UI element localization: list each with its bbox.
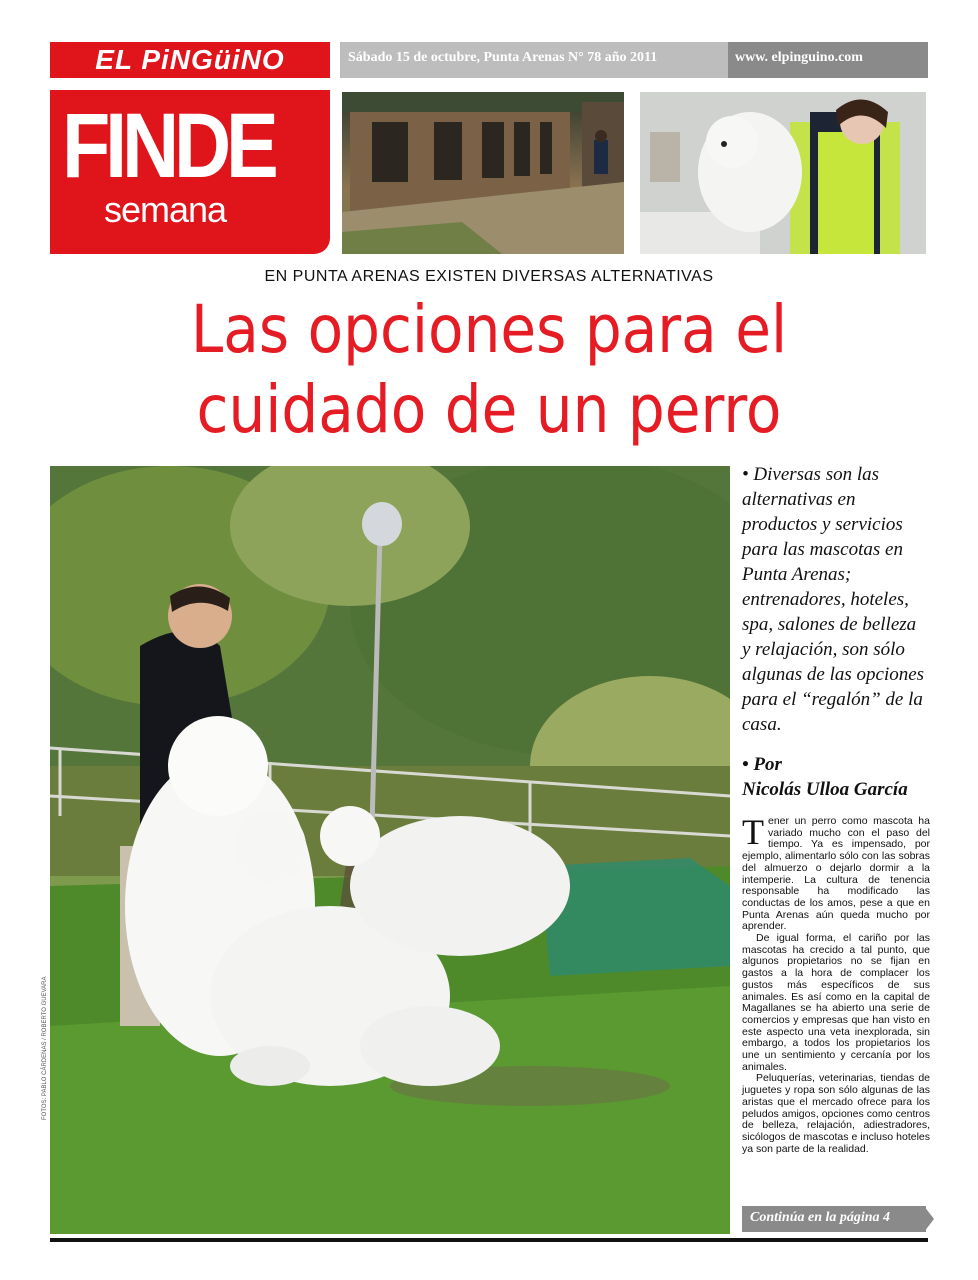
byline-author: Nicolás Ulloa García (742, 779, 908, 800)
section-logo-finde: FINDE (62, 95, 274, 197)
body-paragraph: Peluquerías, veterinarias, tiendas de juguetes y ropa son sólo algunas de las aristas que el mercado ofrece para los peludos amigos, opciones como centros de belleza, relajación, adiestradores, sicólogos de mascotas e incluso hoteles ya son parte de la realidad. (742, 1072, 930, 1155)
website-link[interactable]: www. elpinguino.com (735, 50, 863, 65)
body-paragraph: De igual forma, el cariño por las mascotas ha crecido a tal punto, que algunos propietarios no se fijan en gastos a la hora de complacer los gustos más específicos de sus animales. Es así como en la capital de Magallanes se ha abierto una serie de comercios y empresas que han visto en este aspecto una veta inexplorada, sin embargo, a todos los propietarios los une un sentimiento y cercanía por los animales. (742, 932, 930, 1073)
brand-logo[interactable]: EL PiNGüiNO (50, 42, 330, 78)
article-deck: • Diversas son las alternativas en productos y servicios para las mascotas en Punta Arenas; entrenadores, hoteles, spa, salones de belleza y relajación, son sólo algunas de las opciones para el “regalón” de la casa. (742, 464, 925, 735)
article-headline: Las opciones para el cuidado de un perro (190, 291, 788, 448)
grooming-photo (640, 92, 926, 254)
byline-prefix: • Por (742, 754, 782, 775)
main-photo-dogs (50, 466, 730, 1234)
drop-cap: T (742, 812, 764, 852)
kennels-photo (342, 92, 624, 254)
body-paragraph: Tener un perro como mascota ha variado mucho con el paso del tiempo. Ya es impensado, por ejemplo, alimentarlo sólo con las sobras del almuerzo o dejarlo dormir a la intemperie. La cultura de tenencia responsable ha modificado las conductas de los amos, pese a que en Punta Arenas aún queda mucho por aprender. (742, 812, 930, 933)
issue-date: Sábado 15 de octubre, Punta Arenas N° 78 año 2011 (348, 50, 658, 65)
photo-credit: FOTOS: PABLO CÁRDENAS / ROBERTO GUEVARA (42, 976, 48, 1120)
article-kicker: EN PUNTA ARENAS EXISTEN DIVERSAS ALTERNATIVAS (264, 268, 714, 285)
article-byline (742, 752, 932, 802)
section-logo-semana: semana (104, 189, 227, 230)
continue-link[interactable]: Continúa en la página 4 (750, 1210, 891, 1225)
article-body (742, 812, 930, 1155)
bottom-rule (50, 1238, 928, 1242)
continue-arrow-icon (924, 1206, 934, 1232)
